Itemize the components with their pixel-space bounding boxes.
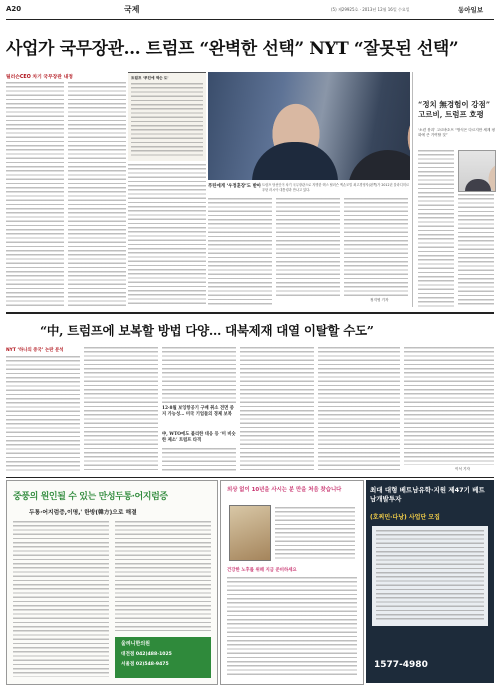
inset-title: 트럼프 ‘푸틴에 엑슨 도': [131, 76, 169, 80]
sidebar-body-a: [418, 150, 454, 307]
masthead: 동아일보: [458, 6, 484, 14]
ad3-title: 최대 대형 베트남유학·지원 제47기 베트남개발투자: [370, 486, 485, 503]
ad1-body-b: [115, 521, 211, 631]
sidebar-body-b: [458, 194, 494, 307]
ad-health-book: [220, 480, 364, 685]
second-story-byline: 이석 기자: [455, 467, 471, 471]
second-story-headline: “中, 트럼프에 보복할 방법 다양… 대북제재 대열 이탈할 수도”: [40, 323, 374, 338]
ad1-title: 중풍의 원인될 수 있는 만성두통·어지럼증: [13, 492, 168, 502]
ad1-phone-2: 서울점 02)548-9475: [121, 662, 169, 667]
second-body-col3b: [162, 448, 236, 472]
top-story-headline: 사업가 국무장관… 트럼프 “완벽한 선택” NYT “잘못된 선택”: [6, 39, 459, 59]
top-body-col4: [208, 198, 272, 307]
top-story-byline: 정지영 기자: [370, 298, 389, 302]
second-body-col4: [240, 347, 314, 472]
date-line: (5) 제29925호 · 2013년 12월 16일 수요일: [331, 7, 410, 12]
second-body-col3a: [162, 347, 236, 403]
ad2-body-b: [227, 577, 357, 675]
top-body-col6: [344, 198, 408, 296]
ad3-subtitle: (호찌민·다낭) 사업단 모집: [370, 514, 440, 521]
section-rule: [6, 312, 494, 314]
ad-headache-clinic: [6, 480, 218, 685]
main-photo: [208, 72, 410, 180]
second-body-col1: [6, 356, 80, 472]
second-subhead-2: 中, WTO에도 불리한 대응 등 ‘미 비슷한 제소’ 트럼프 타격: [162, 432, 236, 443]
sidebar-headline: “정치 無경험이 강점” 고르비, 트럼프 호평: [418, 100, 491, 119]
top-story-kicker: 틸러슨CEO 차기 국무장관 내정: [6, 75, 73, 80]
ad1-clinic-box: [115, 637, 211, 678]
person-left-suit: [252, 142, 338, 180]
sidebar-divider: [412, 72, 413, 307]
ad1-phone-1: 대전점 042)488-1025: [121, 652, 172, 657]
inset-body: [131, 83, 203, 157]
person-right-suit: [348, 150, 410, 180]
page-header: [6, 4, 494, 18]
ad2-book-cover: [229, 505, 271, 561]
header-rule: [6, 19, 494, 20]
inset-box: [128, 72, 206, 161]
second-subhead: 12·8월 보잉항공기 구매 취소 전면 중지 가능성… 미국 기업들의 경제 보복: [162, 406, 234, 417]
page-number: A20: [6, 5, 22, 13]
ads-rule: [6, 477, 494, 478]
sidebar-subtitle: ‘소련 붕괴’ 고르바초프 “방식은 다르지만 세계 평화에 큰 기여할 것”: [418, 128, 495, 137]
ad3-panel-text: [376, 530, 484, 622]
photo-caption-title: 푸틴에게 ‘우정훈장’도 받아: [208, 184, 262, 189]
top-body-col3: [128, 164, 206, 307]
ad1-body-a: [13, 521, 109, 677]
ad1-clinic-name: 울려니한의원: [121, 641, 150, 647]
photo-caption: 트럼프 당선인이 차기 국무장관으로 지명한 렉스 틸러슨 엑손모빌 최고경영자(왼쪽)가 2012년 블라디미르 푸틴 러시아 대통령과 만나고 있다.: [262, 183, 409, 192]
second-body-col5: [318, 347, 400, 472]
ad-vietnam-investment: [366, 480, 494, 683]
ad3-phone: 1577-4980: [374, 660, 428, 670]
ad2-body-a: [275, 507, 355, 559]
section-label: 국제: [124, 4, 140, 14]
second-story-kicker: NYT ‘하나의 중국’ 논란 분석: [6, 348, 64, 353]
ad3-map-panel: [372, 526, 488, 626]
top-body-col5: [276, 198, 340, 296]
gorbachev-portrait: [458, 150, 496, 192]
ad1-subtitle: 두통·어지럼증,이명,' 한방(韓方)으로 해결: [29, 510, 137, 516]
top-body-col1: [6, 82, 64, 307]
second-body-col2: [84, 347, 158, 472]
top-body-col2: [68, 82, 126, 307]
portrait-suit: [465, 179, 491, 192]
ad2-subtitle: 건강한 노후를 위해 지금 준비하세요: [227, 568, 297, 573]
ad2-title: 외상 없이 10년을 사시는 분 만을 처음 찾습니다: [227, 487, 342, 493]
second-body-col6: [404, 347, 494, 465]
